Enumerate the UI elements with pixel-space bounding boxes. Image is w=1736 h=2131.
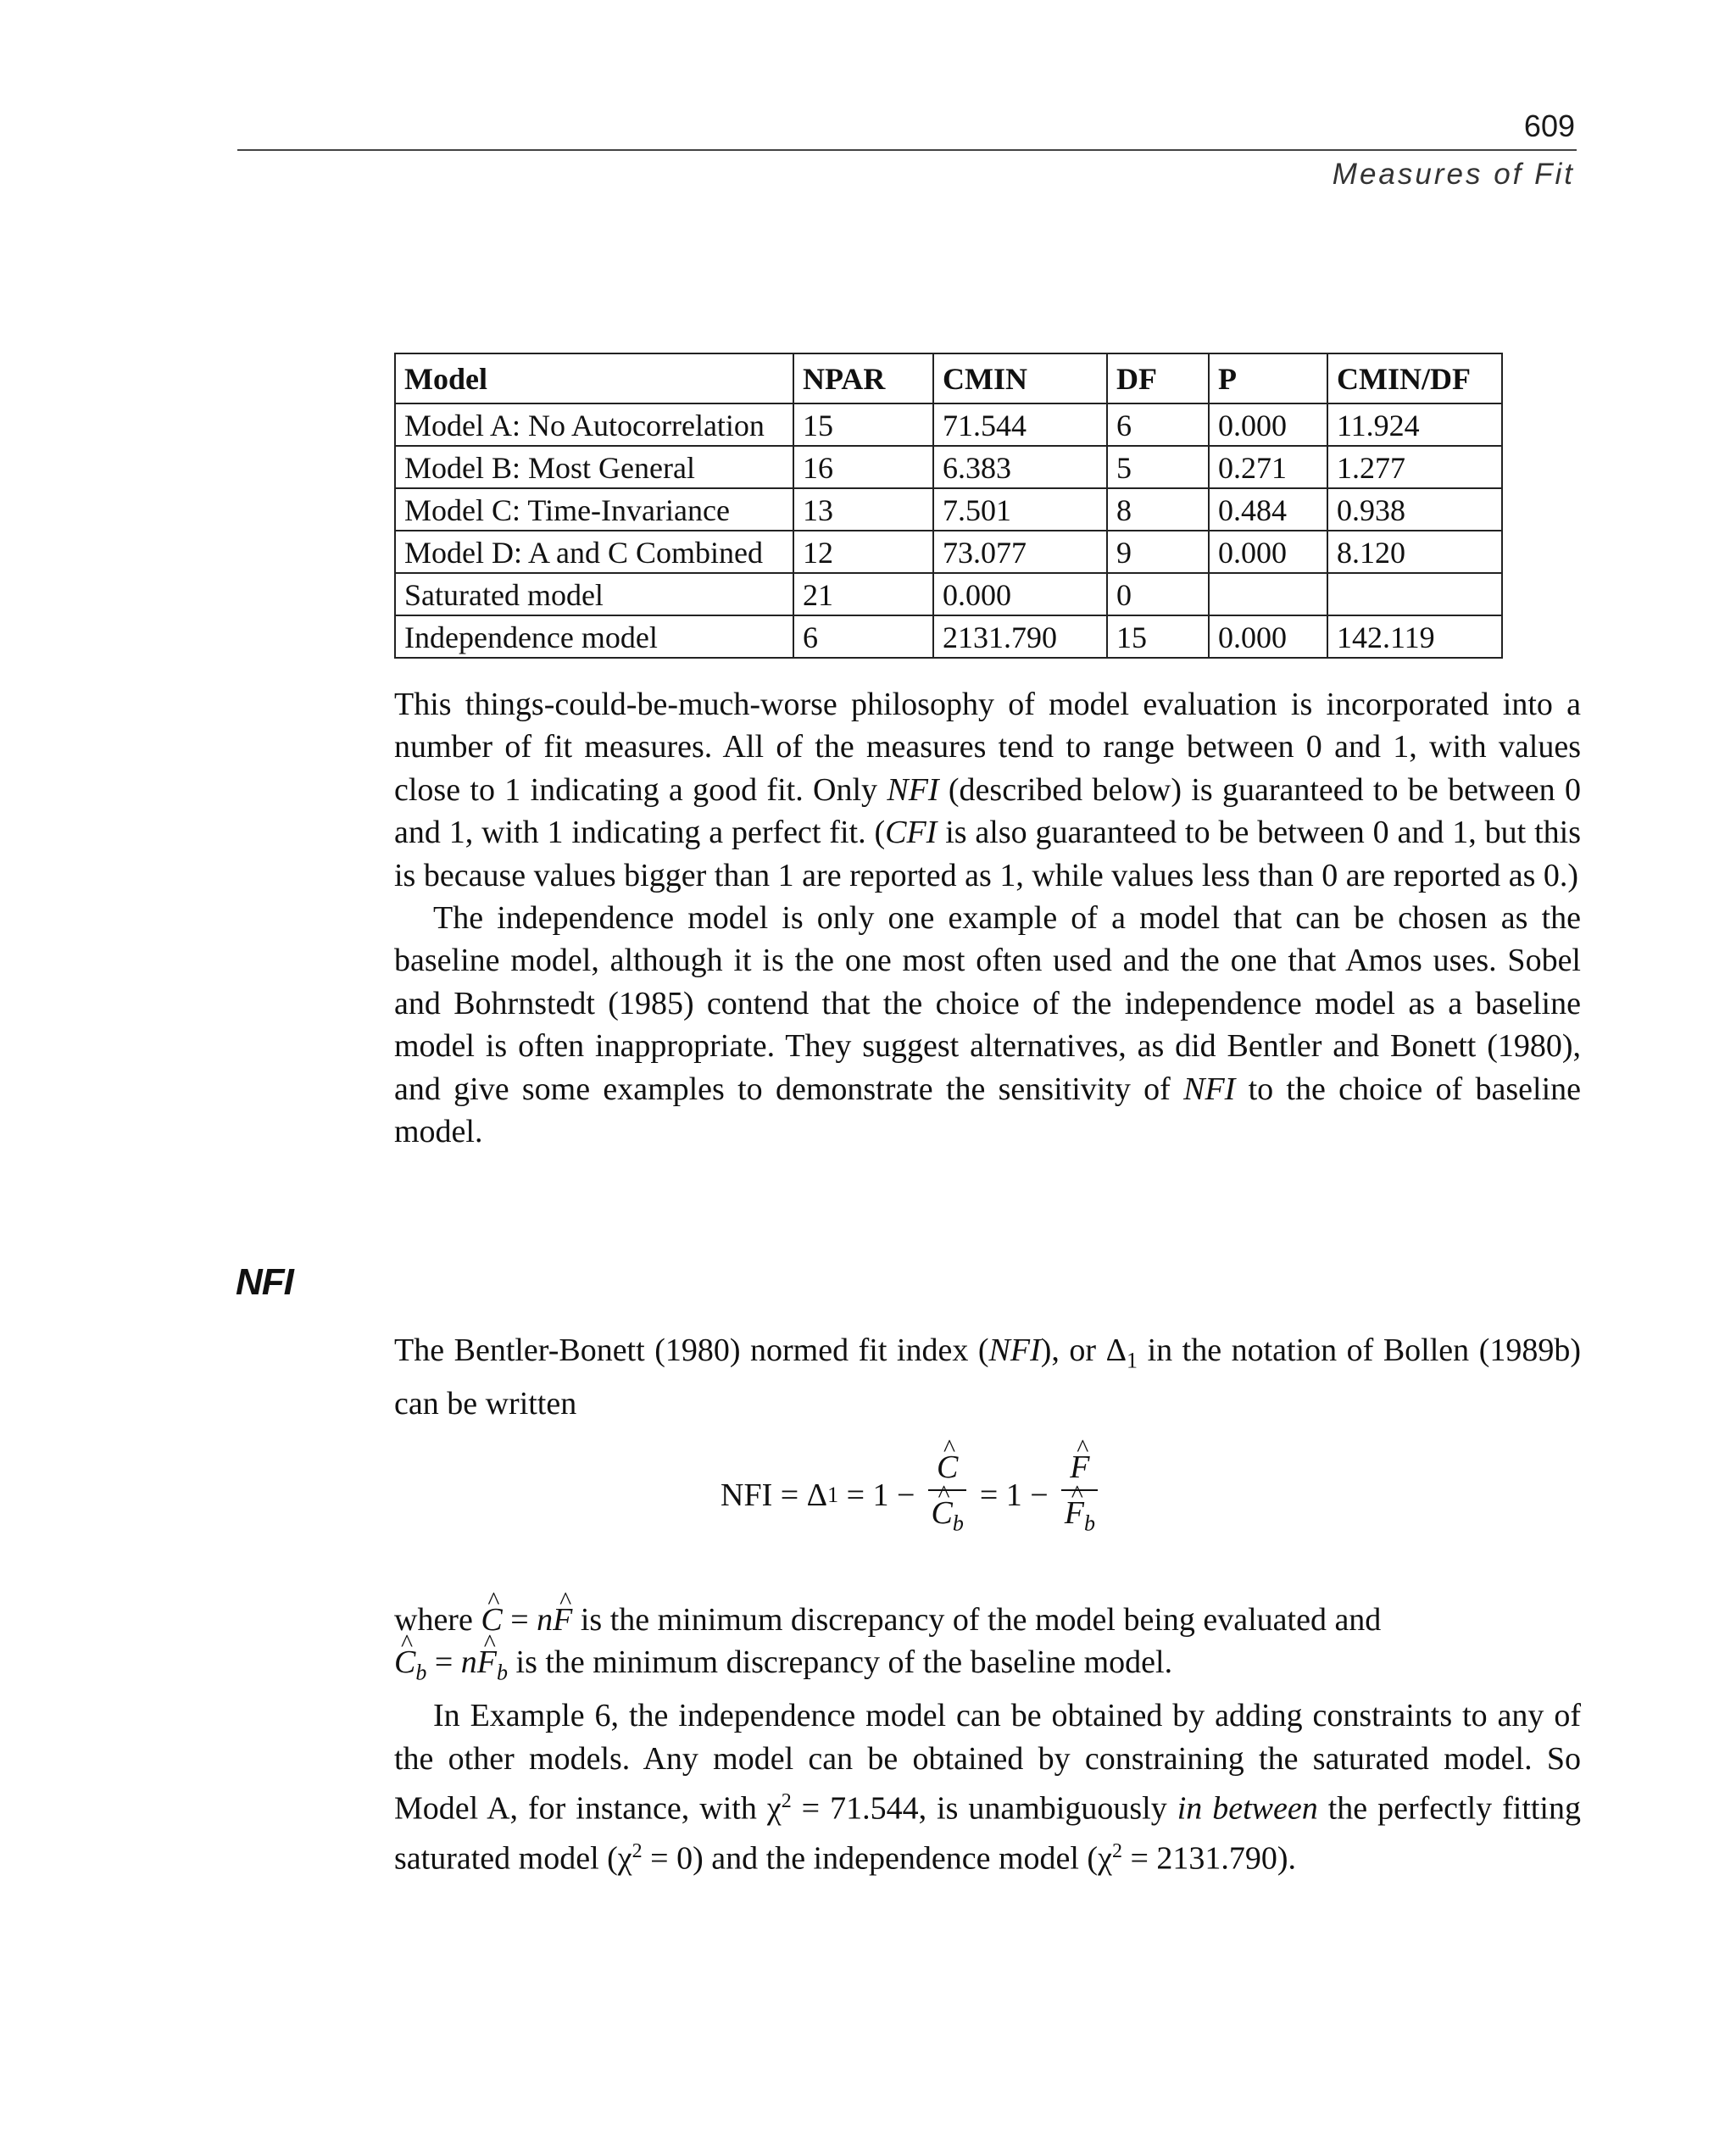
table-cell: 73.077 [933,531,1107,573]
table-cell: Independence model [395,615,793,658]
table-cell: Saturated model [395,573,793,615]
table-row [395,488,1502,531]
table-cell: 6.383 [933,446,1107,488]
table-row [395,573,1502,615]
table-cell: 0.271 [1209,446,1327,488]
table-cell: 9 [1107,531,1209,573]
paragraph-nfi-definition: The Bentler-Bonett (1980) normed fit index (NFI), or $\Delta_1$ in the notation of Bollen (1989b) can be written [394,1333,1581,1422]
table-cell: 0.000 [1209,403,1327,446]
fraction-c: ^ C ^ $C_b$ [928,1445,966,1546]
paragraph-example-6: In Example 6, the independence model can be obtained by adding constraints to any of the other models. Any model can be obtained by constraining the saturated model. So Model A, for instance, with $\chi^2 = 71.544$, is unambiguously in between the perfectly fitting saturated model $(\chi^2 = 0)$ and the independence model $(\chi^2 = 2131.790)$. [394,1698,1581,1877]
table-cell: 0.000 [1209,615,1327,658]
paragraph-where: where ^ C = n^ F is the minimum discrepancy of the model being evaluated and ^ $C_b$ = n^ $F_b$ is the minimum discrepancy of the baseline model. [394,1599,1581,1694]
table-cell: 0.484 [1209,488,1327,531]
column-header: CMIN [933,353,1107,403]
table-cell: Model C: Time-Invariance [395,488,793,531]
column-header: NPAR [793,353,933,403]
table-cell: 142.119 [1327,615,1502,658]
table-cell: 16 [793,446,933,488]
paragraph-baseline-model: The independence model is only one example of a model that can be chosen as the baseline model, although it is the one most often used and the one that Amos uses. Sobel and Bohrnstedt (1985) contend that the choice of the independence model as a baseline model is often inappropriate. They suggest alternatives, as did Bentler and Bonett (1980), and give some examples to demonstrate the sensitivity of NFI to the choice of baseline model. [394,900,1581,1150]
table-row [395,403,1502,446]
table-cell: 6 [1107,403,1209,446]
table-row [395,531,1502,573]
table-cell: 8 [1107,488,1209,531]
table-cell: 11.924 [1327,403,1502,446]
table-cell: 7.501 [933,488,1107,531]
column-header: Model [395,353,793,403]
table-cell: 15 [1107,615,1209,658]
table-cell [1209,573,1327,615]
table-cell: 12 [793,531,933,573]
table-cell: 1.277 [1327,446,1502,488]
table-cell: Model B: Most General [395,446,793,488]
column-header: P [1209,353,1327,403]
section-heading-nfi: NFI [236,1261,293,1303]
table-cell: 5 [1107,446,1209,488]
table-cell: 0.000 [933,573,1107,615]
table-cell: 71.544 [933,403,1107,446]
table-cell: 6 [793,615,933,658]
page-number: 609 [1523,108,1575,143]
table-header-row [395,353,1502,403]
table-row [395,446,1502,488]
table-cell: Model A: No Autocorrelation [395,403,793,446]
fraction-f: ^ F ^ $F_b$ [1061,1445,1098,1546]
column-header: CMIN/DF [1327,353,1502,403]
table-cell: 0 [1107,573,1209,615]
running-head: Measures of Fit [1332,158,1575,191]
table-cell: 0.938 [1327,488,1502,531]
header-rule [237,149,1577,151]
table-cell: 21 [793,573,933,615]
nfi-intro-block [394,1329,1581,1425]
column-header: DF [1107,353,1209,403]
table-cell: 15 [793,403,933,446]
table-cell [1327,573,1502,615]
table-cell: 2131.790 [933,615,1107,658]
table-cell: 8.120 [1327,531,1502,573]
paragraph-fit-measures: This things-could-be-much-worse philosophy of model evaluation is incorporated into a number of fit measures. All of the measures tend to range between 0 and 1, with values close to 1 indicating a good fit. Only NFI (described below) is guaranteed to be between 0 and 1, with 1 indicating a perfect fit. (CFI is also guaranteed to be between 0 and 1, but this is because values bigger than 1 are reported as 1, while values less than 0 are reported as 0.) [394,687,1581,893]
nfi-equation: NFI = Δ 1 = 1 − ^ C ^ $C_b$ = 1 − ^ F ^ $F_b$ [721,1445,1103,1546]
nfi-explanation-block [394,1599,1581,1880]
intro-text-block [394,683,1581,1153]
table-cell: 0.000 [1209,531,1327,573]
table-cell: 13 [793,488,933,531]
model-fit-table [394,353,1503,659]
table-row [395,615,1502,658]
table-cell: Model D: A and C Combined [395,531,793,573]
